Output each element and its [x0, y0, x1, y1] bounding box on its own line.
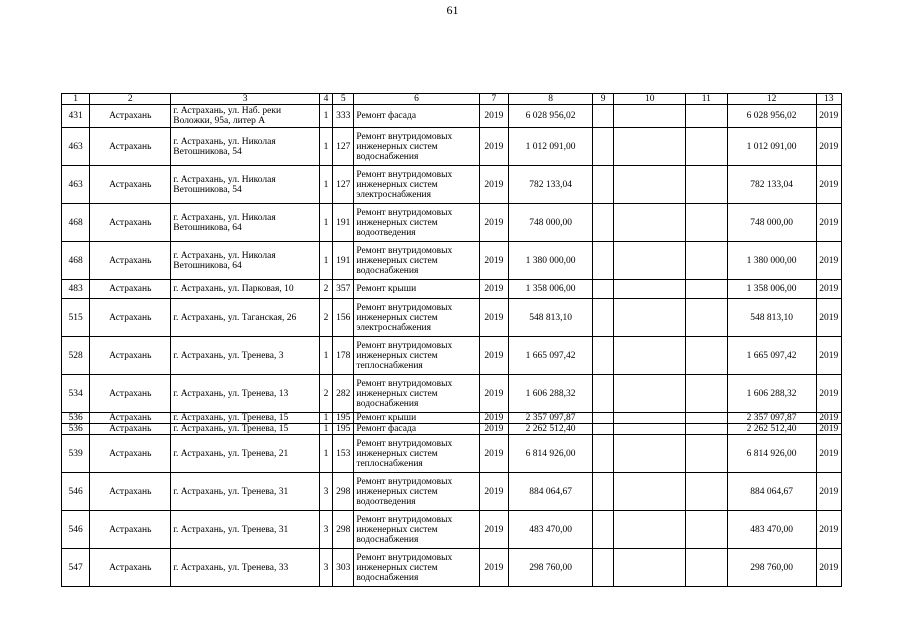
column-header: 6: [354, 94, 479, 105]
empty-cell: [614, 375, 686, 413]
row-number-cell: 539: [62, 435, 90, 473]
empty-cell: [686, 204, 727, 242]
table-row: [62, 473, 842, 511]
empty-cell: [593, 424, 614, 435]
empty-cell: [686, 473, 727, 511]
empty-cell: [614, 166, 686, 204]
year-cell: 2019: [479, 337, 508, 375]
empty-cell: [686, 337, 727, 375]
empty-cell: [686, 511, 727, 549]
row-number-cell: 515: [62, 299, 90, 337]
completion-year-cell: 2019: [816, 105, 841, 128]
cost-cell: 6 814 926,00: [509, 435, 593, 473]
empty-cell: [593, 299, 614, 337]
count-cell: 1: [319, 337, 332, 375]
year-cell: 2019: [479, 204, 508, 242]
row-number-cell: 483: [62, 280, 90, 299]
total-cost-cell: 884 064,67: [727, 473, 816, 511]
address-cell: г. Астрахань, ул. Николая Ветошникова, 64: [171, 204, 320, 242]
empty-cell: [686, 435, 727, 473]
total-cost-cell: 298 760,00: [727, 549, 816, 587]
column-header: 7: [479, 94, 508, 105]
empty-cell: [686, 105, 727, 128]
work-type-cell: Ремонт внутридомовых инженерных систем водоснабжения: [354, 511, 479, 549]
apartments-cell: 195: [333, 424, 354, 435]
empty-cell: [593, 413, 614, 424]
count-cell: 1: [319, 204, 332, 242]
total-cost-cell: 1 358 006,00: [727, 280, 816, 299]
cost-cell: 6 028 956,02: [509, 105, 593, 128]
work-type-cell: Ремонт крыши: [354, 413, 479, 424]
count-cell: 2: [319, 375, 332, 413]
empty-cell: [593, 280, 614, 299]
total-cost-cell: 6 814 926,00: [727, 435, 816, 473]
completion-year-cell: 2019: [816, 242, 841, 280]
empty-cell: [686, 424, 727, 435]
column-header: 10: [614, 94, 686, 105]
completion-year-cell: 2019: [816, 375, 841, 413]
total-cost-cell: 2 357 097,87: [727, 413, 816, 424]
completion-year-cell: 2019: [816, 511, 841, 549]
empty-cell: [614, 424, 686, 435]
empty-cell: [614, 242, 686, 280]
row-number-cell: 546: [62, 511, 90, 549]
table-row: [62, 435, 842, 473]
address-cell: г. Астрахань, ул. Тренева, 31: [171, 511, 320, 549]
row-number-cell: 536: [62, 413, 90, 424]
address-cell: г. Астрахань, ул. Николая Ветошникова, 64: [171, 242, 320, 280]
apartments-cell: 195: [333, 413, 354, 424]
address-cell: г. Астрахань, ул. Тренева, 15: [171, 424, 320, 435]
count-cell: 3: [319, 473, 332, 511]
column-header: 13: [816, 94, 841, 105]
empty-cell: [593, 549, 614, 587]
work-type-cell: Ремонт крыши: [354, 280, 479, 299]
work-type-cell: Ремонт внутридомовых инженерных систем электроснабжения: [354, 166, 479, 204]
municipality-cell: Астрахань: [90, 435, 171, 473]
completion-year-cell: 2019: [816, 424, 841, 435]
municipality-cell: Астрахань: [90, 204, 171, 242]
row-number-cell: 546: [62, 473, 90, 511]
total-cost-cell: 1 606 288,32: [727, 375, 816, 413]
row-number-cell: 463: [62, 128, 90, 166]
count-cell: 1: [319, 413, 332, 424]
year-cell: 2019: [479, 299, 508, 337]
completion-year-cell: 2019: [816, 549, 841, 587]
total-cost-cell: 548 813,10: [727, 299, 816, 337]
completion-year-cell: 2019: [816, 280, 841, 299]
cost-cell: 2 262 512,40: [509, 424, 593, 435]
year-cell: 2019: [479, 280, 508, 299]
table-row: [62, 166, 842, 204]
row-number-cell: 528: [62, 337, 90, 375]
empty-cell: [614, 128, 686, 166]
address-cell: г. Астрахань, ул. Тренева, 15: [171, 413, 320, 424]
table-row: [62, 337, 842, 375]
row-number-cell: 468: [62, 204, 90, 242]
year-cell: 2019: [479, 128, 508, 166]
empty-cell: [593, 337, 614, 375]
count-cell: 1: [319, 435, 332, 473]
year-cell: 2019: [479, 424, 508, 435]
municipality-cell: Астрахань: [90, 128, 171, 166]
count-cell: 1: [319, 424, 332, 435]
column-header: 5: [333, 94, 354, 105]
work-type-cell: Ремонт внутридомовых инженерных систем водоснабжения: [354, 375, 479, 413]
year-cell: 2019: [479, 105, 508, 128]
empty-cell: [614, 299, 686, 337]
column-header: 11: [686, 94, 727, 105]
cost-cell: 1 358 006,00: [509, 280, 593, 299]
empty-cell: [593, 375, 614, 413]
column-header: 8: [509, 94, 593, 105]
completion-year-cell: 2019: [816, 128, 841, 166]
apartments-cell: 127: [333, 166, 354, 204]
cost-cell: 2 357 097,87: [509, 413, 593, 424]
total-cost-cell: 1 380 000,00: [727, 242, 816, 280]
municipality-cell: Астрахань: [90, 280, 171, 299]
total-cost-cell: 748 000,00: [727, 204, 816, 242]
empty-cell: [593, 242, 614, 280]
page-number: 61: [446, 3, 459, 17]
column-header: 2: [90, 94, 171, 105]
total-cost-cell: 1 665 097,42: [727, 337, 816, 375]
apartments-cell: 191: [333, 242, 354, 280]
count-cell: 3: [319, 511, 332, 549]
address-cell: г. Астрахань, ул. Тренева, 33: [171, 549, 320, 587]
municipality-cell: Астрахань: [90, 375, 171, 413]
table-row: [62, 280, 842, 299]
year-cell: 2019: [479, 435, 508, 473]
cost-cell: 298 760,00: [509, 549, 593, 587]
empty-cell: [686, 280, 727, 299]
row-number-cell: 468: [62, 242, 90, 280]
capital-repair-table: [61, 93, 842, 587]
apartments-cell: 298: [333, 511, 354, 549]
count-cell: 1: [319, 242, 332, 280]
table-row: [62, 375, 842, 413]
column-header: 1: [62, 94, 90, 105]
completion-year-cell: 2019: [816, 435, 841, 473]
address-cell: г. Астрахань, ул. Наб. реки Воложки, 95а, литер А: [171, 105, 320, 128]
apartments-cell: 282: [333, 375, 354, 413]
column-header: 9: [593, 94, 614, 105]
empty-cell: [593, 204, 614, 242]
work-type-cell: Ремонт фасада: [354, 105, 479, 128]
completion-year-cell: 2019: [816, 166, 841, 204]
address-cell: г. Астрахань, ул. Николая Ветошникова, 54: [171, 128, 320, 166]
row-number-cell: 463: [62, 166, 90, 204]
column-header: 12: [727, 94, 816, 105]
work-type-cell: Ремонт внутридомовых инженерных систем водоснабжения: [354, 128, 479, 166]
work-type-cell: Ремонт внутридомовых инженерных систем теплоснабжения: [354, 337, 479, 375]
year-cell: 2019: [479, 473, 508, 511]
year-cell: 2019: [479, 549, 508, 587]
empty-cell: [593, 105, 614, 128]
empty-cell: [686, 413, 727, 424]
address-cell: г. Астрахань, ул. Николая Ветошникова, 54: [171, 166, 320, 204]
column-header: 4: [319, 94, 332, 105]
year-cell: 2019: [479, 166, 508, 204]
address-cell: г. Астрахань, ул. Тренева, 13: [171, 375, 320, 413]
completion-year-cell: 2019: [816, 473, 841, 511]
empty-cell: [686, 242, 727, 280]
municipality-cell: Астрахань: [90, 105, 171, 128]
apartments-cell: 127: [333, 128, 354, 166]
municipality-cell: Астрахань: [90, 242, 171, 280]
count-cell: 1: [319, 105, 332, 128]
work-type-cell: Ремонт внутридомовых инженерных систем водоотведения: [354, 473, 479, 511]
municipality-cell: Астрахань: [90, 413, 171, 424]
cost-cell: 1 606 288,32: [509, 375, 593, 413]
count-cell: 1: [319, 166, 332, 204]
work-type-cell: Ремонт внутридомовых инженерных систем водоснабжения: [354, 242, 479, 280]
work-type-cell: Ремонт внутридомовых инженерных систем водоотведения: [354, 204, 479, 242]
cost-cell: 483 470,00: [509, 511, 593, 549]
municipality-cell: Астрахань: [90, 299, 171, 337]
total-cost-cell: 782 133,04: [727, 166, 816, 204]
apartments-cell: 153: [333, 435, 354, 473]
cost-cell: 782 133,04: [509, 166, 593, 204]
count-cell: 2: [319, 280, 332, 299]
header-row: [62, 94, 842, 105]
municipality-cell: Астрахань: [90, 337, 171, 375]
apartments-cell: 191: [333, 204, 354, 242]
empty-cell: [686, 128, 727, 166]
cost-cell: 1 665 097,42: [509, 337, 593, 375]
municipality-cell: Астрахань: [90, 424, 171, 435]
completion-year-cell: 2019: [816, 204, 841, 242]
empty-cell: [686, 375, 727, 413]
empty-cell: [686, 549, 727, 587]
year-cell: 2019: [479, 511, 508, 549]
column-header: 3: [171, 94, 320, 105]
municipality-cell: Астрахань: [90, 166, 171, 204]
apartments-cell: 333: [333, 105, 354, 128]
apartments-cell: 156: [333, 299, 354, 337]
work-type-cell: Ремонт фасада: [354, 424, 479, 435]
apartments-cell: 303: [333, 549, 354, 587]
apartments-cell: 298: [333, 473, 354, 511]
count-cell: 2: [319, 299, 332, 337]
table-row: [62, 128, 842, 166]
row-number-cell: 431: [62, 105, 90, 128]
empty-cell: [614, 413, 686, 424]
empty-cell: [614, 204, 686, 242]
table-row: [62, 549, 842, 587]
completion-year-cell: 2019: [816, 337, 841, 375]
empty-cell: [614, 105, 686, 128]
work-type-cell: Ремонт внутридомовых инженерных систем электроснабжения: [354, 299, 479, 337]
work-type-cell: Ремонт внутридомовых инженерных систем теплоснабжения: [354, 435, 479, 473]
completion-year-cell: 2019: [816, 413, 841, 424]
municipality-cell: Астрахань: [90, 511, 171, 549]
cost-cell: 1 380 000,00: [509, 242, 593, 280]
completion-year-cell: 2019: [816, 299, 841, 337]
cost-cell: 884 064,67: [509, 473, 593, 511]
empty-cell: [686, 166, 727, 204]
total-cost-cell: 483 470,00: [727, 511, 816, 549]
count-cell: 3: [319, 549, 332, 587]
cost-cell: 1 012 091,00: [509, 128, 593, 166]
empty-cell: [686, 299, 727, 337]
address-cell: г. Астрахань, ул. Тренева, 3: [171, 337, 320, 375]
apartments-cell: 178: [333, 337, 354, 375]
table-row: [62, 511, 842, 549]
address-cell: г. Астрахань, ул. Таганская, 26: [171, 299, 320, 337]
cost-cell: 748 000,00: [509, 204, 593, 242]
row-number-cell: 534: [62, 375, 90, 413]
municipality-cell: Астрахань: [90, 549, 171, 587]
municipality-cell: Астрахань: [90, 473, 171, 511]
address-cell: г. Астрахань, ул. Тренева, 21: [171, 435, 320, 473]
work-type-cell: Ремонт внутридомовых инженерных систем водоснабжения: [354, 549, 479, 587]
table-row: [62, 413, 842, 424]
total-cost-cell: 1 012 091,00: [727, 128, 816, 166]
cost-cell: 548 813,10: [509, 299, 593, 337]
empty-cell: [593, 128, 614, 166]
empty-cell: [593, 511, 614, 549]
empty-cell: [614, 511, 686, 549]
empty-cell: [614, 280, 686, 299]
empty-cell: [614, 549, 686, 587]
year-cell: 2019: [479, 375, 508, 413]
apartments-cell: 357: [333, 280, 354, 299]
total-cost-cell: 6 028 956,02: [727, 105, 816, 128]
table-row: [62, 105, 842, 128]
year-cell: 2019: [479, 413, 508, 424]
row-number-cell: 547: [62, 549, 90, 587]
table-row: [62, 242, 842, 280]
address-cell: г. Астрахань, ул. Тренева, 31: [171, 473, 320, 511]
row-number-cell: 536: [62, 424, 90, 435]
table-row: [62, 299, 842, 337]
count-cell: 1: [319, 128, 332, 166]
empty-cell: [614, 435, 686, 473]
empty-cell: [593, 435, 614, 473]
empty-cell: [593, 473, 614, 511]
empty-cell: [614, 337, 686, 375]
table-row: [62, 204, 842, 242]
year-cell: 2019: [479, 242, 508, 280]
total-cost-cell: 2 262 512,40: [727, 424, 816, 435]
empty-cell: [593, 166, 614, 204]
table-row: [62, 424, 842, 435]
address-cell: г. Астрахань, ул. Парковая, 10: [171, 280, 320, 299]
empty-cell: [614, 473, 686, 511]
